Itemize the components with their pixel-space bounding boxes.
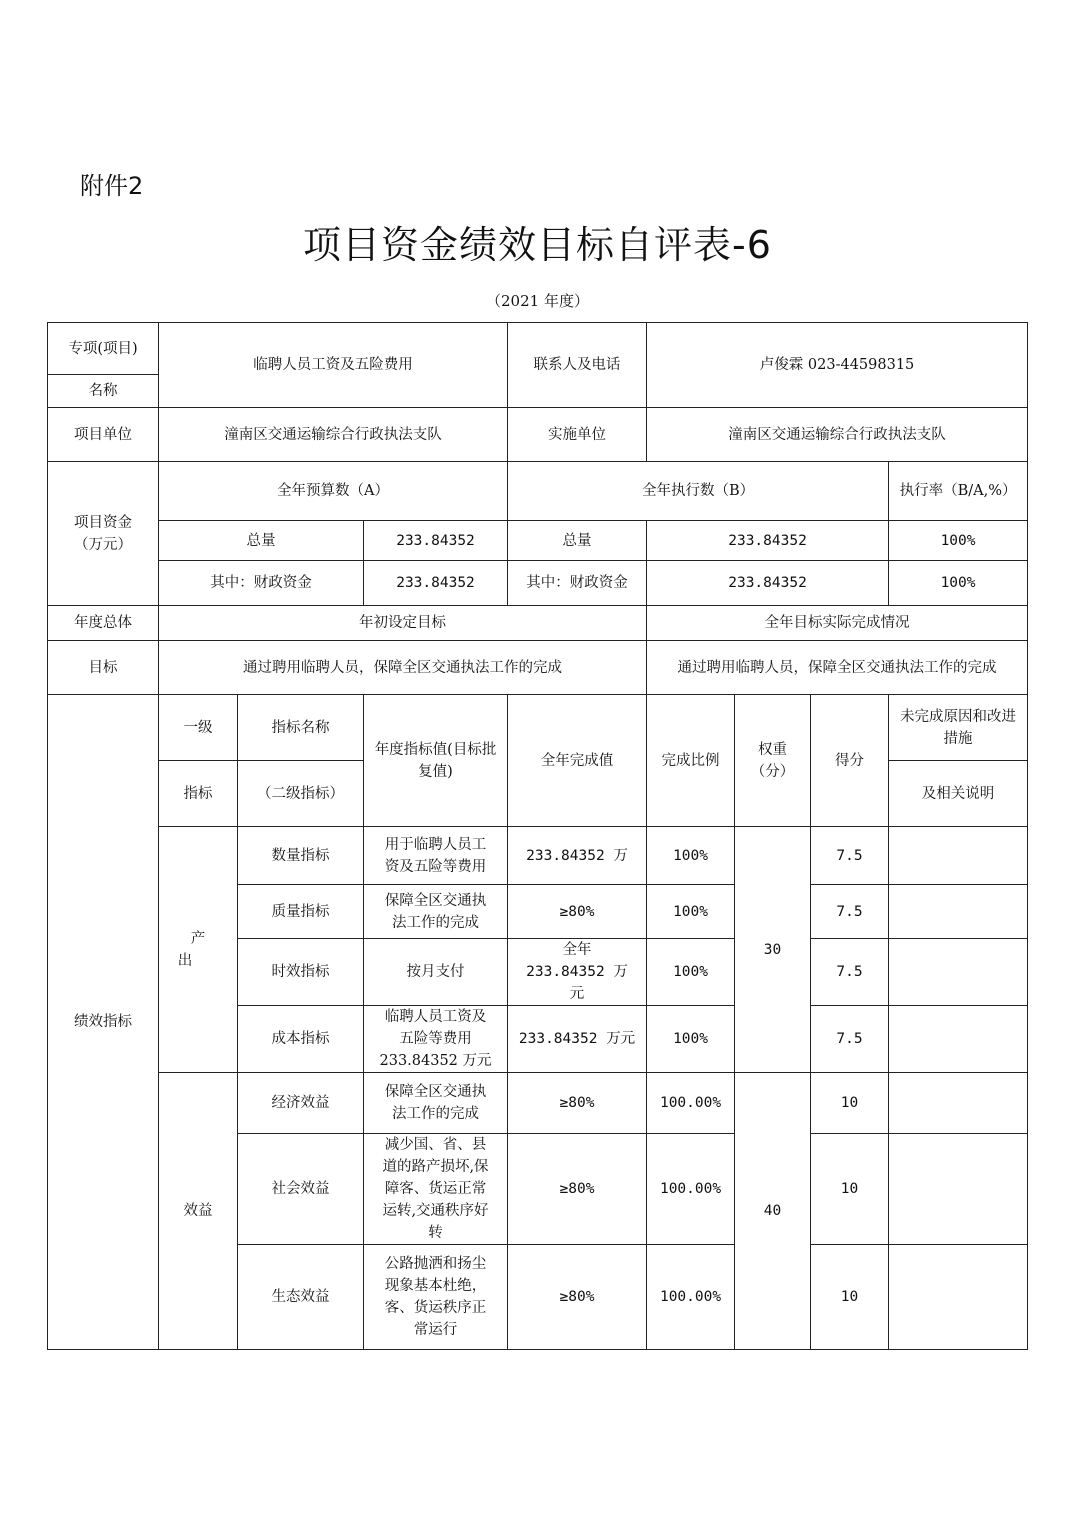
benefit-row-target: 减少国、省、县道的路产损坏,保障客、货运正常运转,交通秩序好转 [364, 1134, 508, 1245]
funds-label-line1: 项目资金 [74, 514, 132, 531]
output-row-target: 用于临聘人员工资及五险等费用 [364, 827, 508, 885]
total-rate: 100% [889, 521, 1028, 561]
target-header: 年度指标值(目标批复值) [364, 695, 508, 827]
initial-goal-header: 年初设定目标 [159, 606, 647, 641]
contact-label: 联系人及电话 [508, 323, 647, 408]
output-row-reason [889, 885, 1028, 939]
benefit-row-target: 保障全区交通执法工作的完成 [364, 1073, 508, 1134]
output-weight: 30 [735, 827, 811, 1073]
exec-header: 全年执行数（B） [508, 462, 889, 521]
indicators-section-label: 绩效指标 [48, 695, 159, 1350]
output-row-target: 按月支付 [364, 939, 508, 1006]
score-header: 得分 [811, 695, 889, 827]
output-row-score: 7.5 [811, 939, 889, 1006]
output-row-name: 数量指标 [238, 827, 364, 885]
output-row-actual: 全年 233.84352 万元 [508, 939, 647, 1006]
total-exec: 233.84352 [647, 521, 889, 561]
output-row-target: 临聘人员工资及五险等费用 233.84352 万元 [364, 1006, 508, 1073]
fiscal-label: 其中：财政资金 [159, 561, 364, 606]
initial-goal-value: 通过聘用临聘人员，保障全区交通执法工作的完成 [159, 641, 647, 695]
benefit-row-target: 公路抛洒和扬尘现象基本杜绝，客、货运秩序正常运行 [364, 1245, 508, 1350]
output-label [159, 827, 238, 1073]
year-label: （2021 年度） [486, 292, 589, 310]
project-name-label: 专项(项目) [48, 323, 159, 375]
rate-header: 执行率（B/A,%） [889, 462, 1028, 521]
output-row-name: 质量指标 [238, 885, 364, 939]
weight-header: 权重（分） [735, 695, 811, 827]
output-row-ratio: 100% [647, 939, 735, 1006]
benefit-row-score: 10 [811, 1073, 889, 1134]
benefit-row-actual: ≥80% [508, 1073, 647, 1134]
fiscal-exec: 233.84352 [647, 561, 889, 606]
fiscal-exec-label: 其中：财政资金 [508, 561, 647, 606]
actual-header: 全年完成值 [508, 695, 647, 827]
output-row-actual: 233.84352 万 [508, 827, 647, 885]
actual-goal-header: 全年目标实际完成情况 [647, 606, 1028, 641]
level1-header-b: 指标 [159, 761, 238, 827]
output-label-text: 产 出 [177, 930, 232, 969]
benefit-row-ratio: 100.00% [647, 1134, 735, 1245]
total-budget: 233.84352 [364, 521, 508, 561]
budget-header: 全年预算数（A） [159, 462, 508, 521]
goals-label: 年度总体 [48, 606, 159, 641]
benefit-row-score: 10 [811, 1245, 889, 1350]
output-row-score: 7.5 [811, 1006, 889, 1073]
benefit-row-ratio: 100.00% [647, 1073, 735, 1134]
output-row-actual: 233.84352 万元 [508, 1006, 647, 1073]
benefit-weight: 40 [735, 1073, 811, 1350]
fiscal-budget: 233.84352 [364, 561, 508, 606]
total-label: 总量 [159, 521, 364, 561]
output-row-score: 7.5 [811, 827, 889, 885]
actual-goal-value: 通过聘用临聘人员，保障全区交通执法工作的完成 [647, 641, 1028, 695]
total-exec-label: 总量 [508, 521, 647, 561]
output-row-score: 7.5 [811, 885, 889, 939]
output-row-name: 时效指标 [238, 939, 364, 1006]
goals-label-2: 目标 [48, 641, 159, 695]
project-unit-label: 项目单位 [48, 408, 159, 462]
attachment-label: 附件2 [80, 172, 144, 200]
name-header-a: 指标名称 [238, 695, 364, 761]
ratio-header: 完成比例 [647, 695, 735, 827]
benefit-row-reason [889, 1245, 1028, 1350]
output-row-ratio: 100% [647, 885, 735, 939]
benefit-row-ratio: 100.00% [647, 1245, 735, 1350]
output-row-reason [889, 1006, 1028, 1073]
benefit-row-name: 社会效益 [238, 1134, 364, 1245]
fiscal-rate: 100% [889, 561, 1028, 606]
output-row-reason [889, 939, 1028, 1006]
reason-header-b: 及相关说明 [889, 761, 1028, 827]
benefit-row-name: 生态效益 [238, 1245, 364, 1350]
project-unit-value: 潼南区交通运输综合行政执法支队 [159, 408, 508, 462]
level1-header-a: 一级 [159, 695, 238, 761]
project-name-label-2: 名称 [48, 375, 159, 408]
benefit-row-score: 10 [811, 1134, 889, 1245]
impl-unit-label: 实施单位 [508, 408, 647, 462]
page-title: 项目资金绩效目标自评表-6 [303, 223, 772, 267]
output-row-name: 成本指标 [238, 1006, 364, 1073]
benefit-row-actual: ≥80% [508, 1245, 647, 1350]
benefit-label: 效益 [159, 1073, 238, 1350]
output-row-target: 保障全区交通执法工作的完成 [364, 885, 508, 939]
project-name-value: 临聘人员工资及五险费用 [159, 323, 508, 408]
output-row-actual: ≥80% [508, 885, 647, 939]
output-row-ratio: 100% [647, 827, 735, 885]
contact-value: 卢俊霖 023-44598315 [647, 323, 1028, 408]
name-header-b: （二级指标） [238, 761, 364, 827]
benefit-row-reason [889, 1134, 1028, 1245]
impl-unit-value: 潼南区交通运输综合行政执法支队 [647, 408, 1028, 462]
benefit-row-name: 经济效益 [238, 1073, 364, 1134]
reason-header-a: 未完成原因和改进措施 [889, 695, 1028, 761]
output-row-ratio: 100% [647, 1006, 735, 1073]
benefit-row-reason [889, 1073, 1028, 1134]
funds-label-line2: （万元） [74, 536, 132, 553]
benefit-row-actual: ≥80% [508, 1134, 647, 1245]
funds-label [48, 462, 159, 606]
evaluation-table [47, 322, 1028, 1350]
output-row-reason [889, 827, 1028, 885]
